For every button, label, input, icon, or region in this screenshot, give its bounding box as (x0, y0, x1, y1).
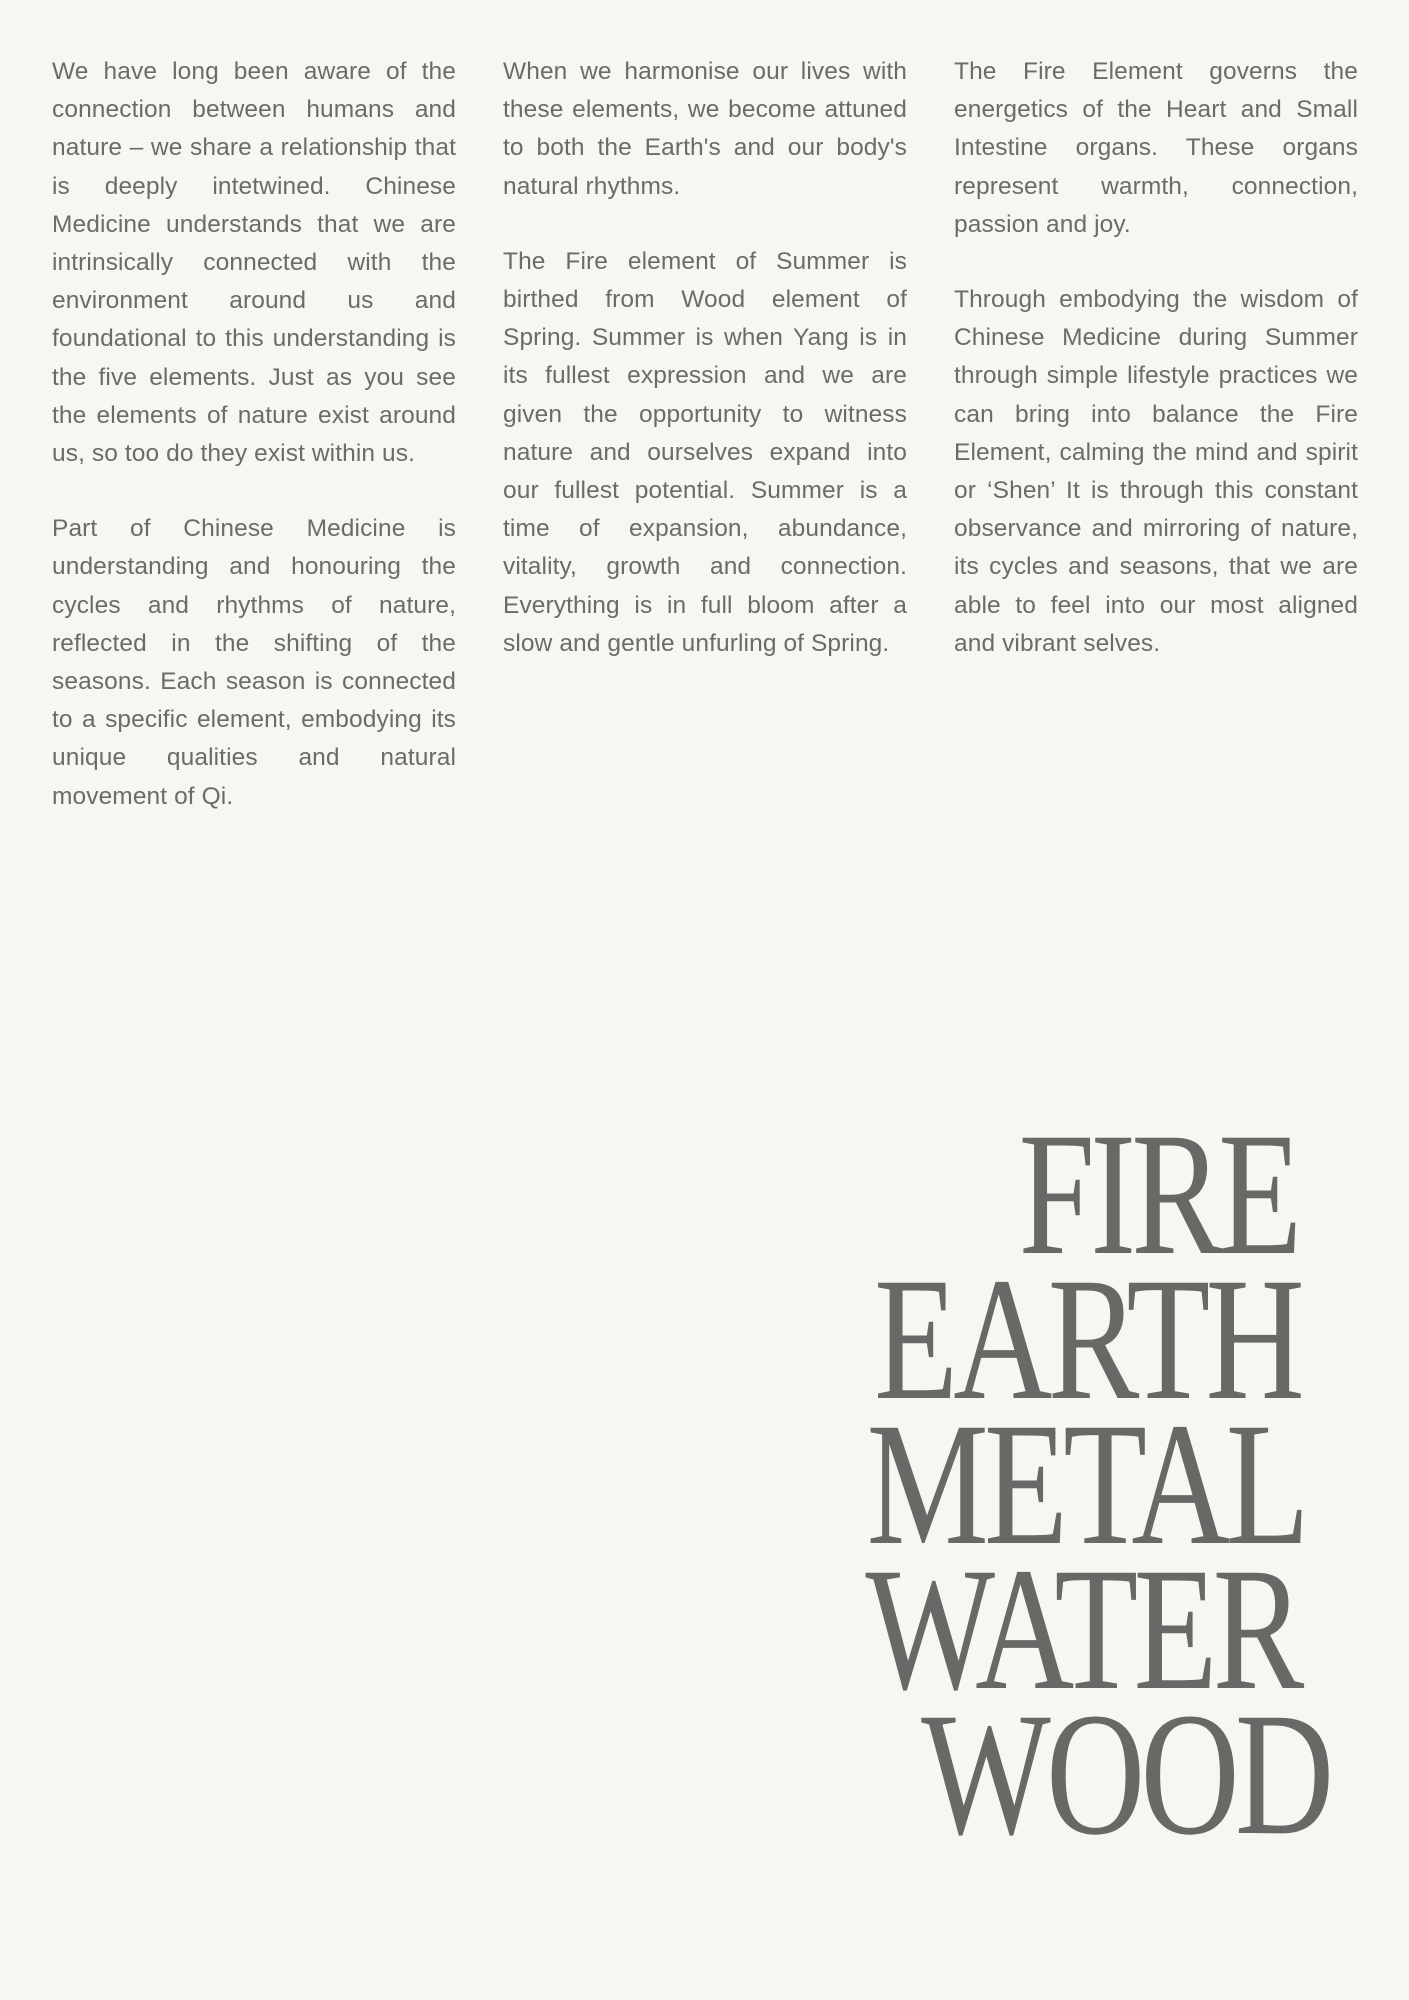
element-wood: WOOD (920, 1677, 1329, 1872)
paragraph: The Fire element of Summer is birthed from Wood element of Spring. Summer is when Yang is in its fullest expression and we are given the opportunity to witness nature and ourselves expand into our fullest potential. Summer is a time of expansion, abundance, vitality, growth and connection. Everything is in full bloom after a slow and gentle unfurling of Spring. (503, 247, 907, 657)
element-water: WATER (865, 1532, 1300, 1727)
paragraph: Through embodying the wisdom of Chinese Medicine during Summer through simple lifestyle practices we can bring into balance the Fire Element, calming the mind and spirit or ‘Shen’ It is through this constant observance and mirroring of nature, its cycles and seasons, that we are able to feel into our most aligned and vibrant selves. (954, 286, 1358, 657)
paragraph: We have long been aware of the connection between humans and nature – we share a relationship that is deeply intetwined. Chinese Medicine understands that we are intrinsically connected with the environment around us and foundational to this understanding is the five elements. Just as you see the elements of nature exist around us, so too do they exist within us. (52, 58, 456, 468)
text-columns (52, 53, 1358, 853)
element-earth: EARTH (874, 1242, 1300, 1437)
column-1 (52, 53, 456, 853)
column-3 (954, 53, 1358, 853)
element-metal: METAL (866, 1387, 1305, 1582)
element-fire: FIRE (1018, 1097, 1297, 1292)
paragraph: When we harmonise our lives with these elements, we become attuned to both the Earth's and our body's natural rhythms. (503, 58, 907, 200)
five-elements-list (769, 1097, 1329, 1872)
paragraph: The Fire Element governs the energetics of the Heart and Small Intestine organs. These organs represent warmth, connection, passion and joy. (954, 58, 1358, 238)
column-2 (503, 53, 907, 853)
paragraph: Part of Chinese Medicine is understanding and honouring the cycles and rhythms of nature, reflected in the shifting of the seasons. Each season is connected to a specific element, embodying its unique qualities and natural movement of Qi. (52, 515, 456, 810)
